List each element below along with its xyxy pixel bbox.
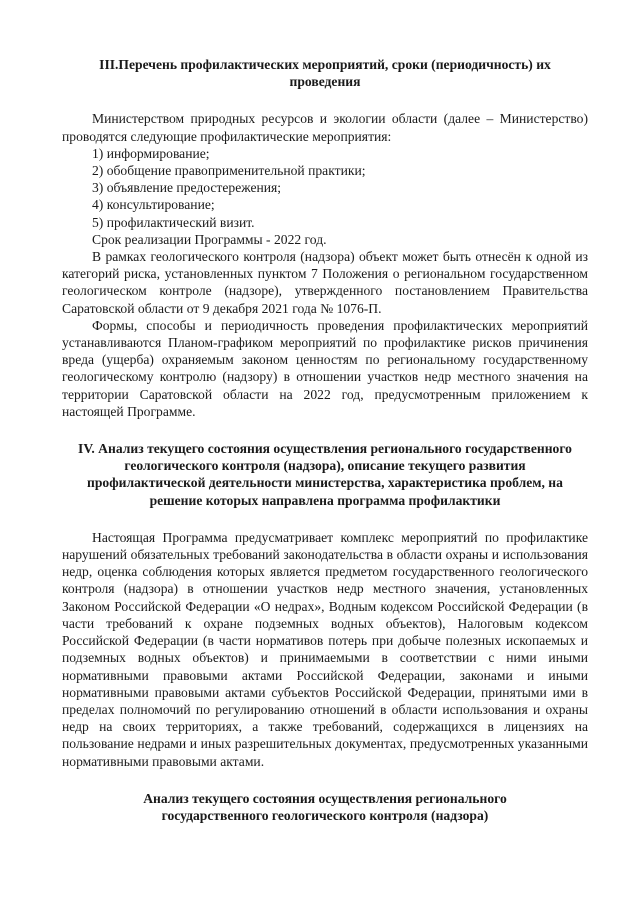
list-item: 2) обобщение правоприменительной практики; bbox=[92, 163, 366, 179]
list-item: 4) консультирование; bbox=[92, 197, 215, 213]
section4-heading: IV. Анализ текущего состояния осуществления регионального государственного геологического контроля (надзора), описание текущего развития профилактической деятельности министерства, характеристика проблем, на решение которых направлена программа профилактики bbox=[78, 441, 572, 508]
section3-intro: Министерством природных ресурсов и экологии области (далее – Министерство) проводятся следующие профилактические мероприятия: bbox=[62, 111, 588, 144]
forms-paragraph: Формы, способы и периодичность проведения профилактических мероприятий устанавливаются Планом-графиком мероприятий по профилактике рисков причинения вреда (ущерба) охраняемым законом ценностям по региональному государственному геологическому контролю (надзору) в отношении участков недр местного значения на территории Саратовской области на 2022 год, предусмотренным приложением к настоящей Программе. bbox=[62, 317, 588, 419]
list-item: 5) профилактический визит. bbox=[92, 214, 255, 230]
section4-paragraph: Настоящая Программа предусматривает комплекс мероприятий по профилактике нарушений обязательных требований законодательства в области охраны и использования недр, оценка соблюдения которых является предметом государственного геологического контроля (надзора) в отношении участков недр местного значения, установленных Законом Российской Федерации «О недрах», Водным кодексом Российской Федерации (в части требований к охране подземных водных объектов), Налоговым кодексом Российской Федерации (в части нормативов потерь при добыче полезных ископаемых и подземных водных объектов) и принимаемыми в соответствии с ними иными нормативными правовыми актами Российской Федерации, законами и иными нормативными правовыми актами субъектов Российской Федерации, принятыми ими в пределах полномочий по регулированию отношений в области использования и охраны недр на своих территориях, а также требований, содержащихся в лицензиях на пользование недрами и иных разрешительных документах, предусмотренных указанными нормативными правовыми актами. bbox=[62, 529, 588, 769]
section3-heading: III.Перечень профилактических мероприятий, сроки (периодичность) их проведения bbox=[99, 57, 551, 90]
program-term: Срок реализации Программы - 2022 год. bbox=[92, 231, 327, 247]
subsection-heading: Анализ текущего состояния осуществления регионального государственного геологического контроля (надзора) bbox=[143, 790, 507, 823]
risk-paragraph: В рамках геологического контроля (надзора) объект может быть отнесён к одной из категорий риска, установленных пунктом 7 Положения о региональном государственном геологическом контроле (надзоре), утвержденного постановлением Правительства Саратовской области от 9 декабря 2021 года № 1076-П. bbox=[62, 249, 588, 316]
list-item: 1) информирование; bbox=[92, 145, 210, 161]
list-item: 3) объявление предостережения; bbox=[92, 180, 282, 196]
